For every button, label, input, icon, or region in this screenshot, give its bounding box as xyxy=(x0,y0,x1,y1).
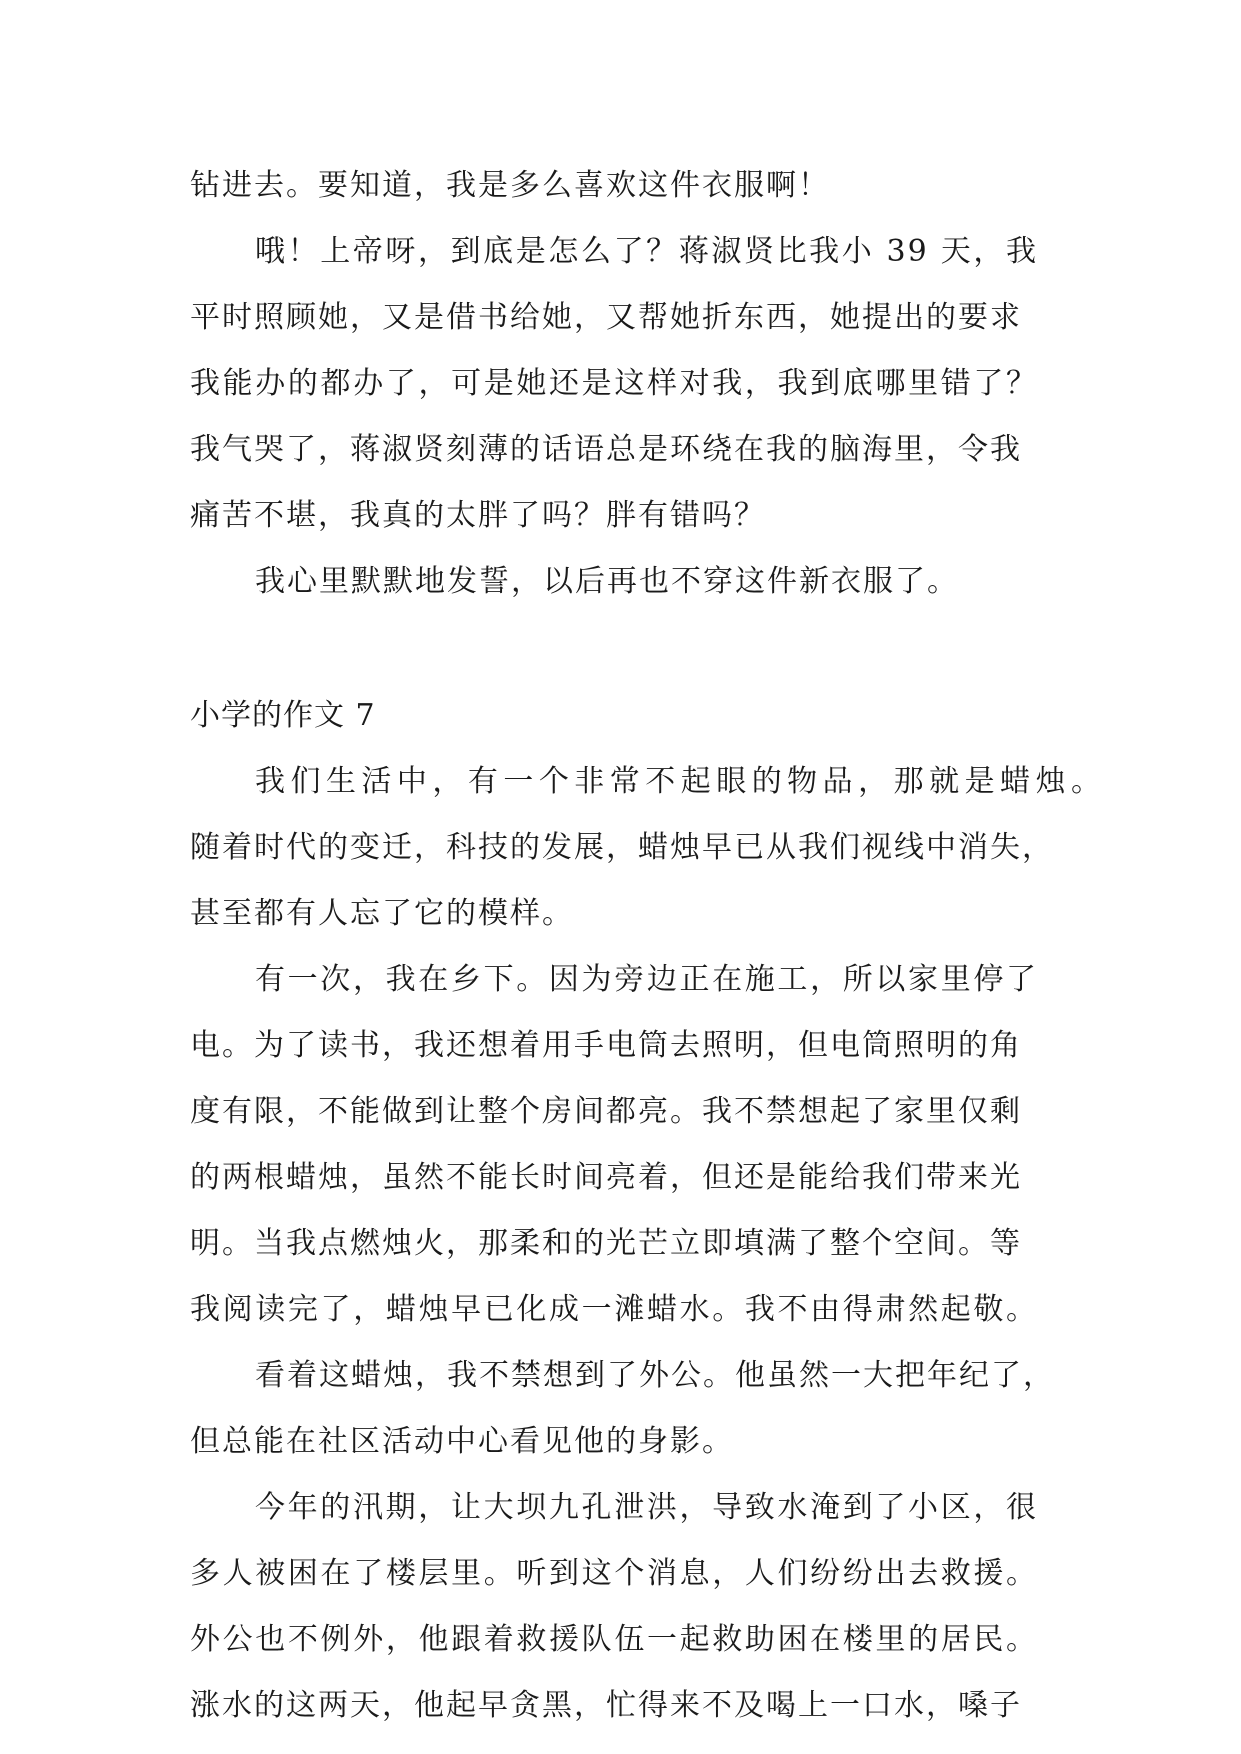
paragraph-line: 我能办的都办了，可是她还是这样对我，我到底哪里错了？ xyxy=(190,366,1038,401)
paragraph-line: 的两根蜡烛，虽然不能长时间亮着，但还是能给我们带来光 xyxy=(190,1160,1022,1195)
paragraph-line: 但总能在社区活动中心看见他的身影。 xyxy=(190,1424,734,1459)
paragraph-line: 多人被困在了楼层里。听到这个消息，人们纷纷出去救援。 xyxy=(190,1556,1038,1591)
paragraph-line: 看着这蜡烛，我不禁想到了外公。他虽然一大把年纪了， xyxy=(255,1358,1055,1393)
paragraph-line: 今年的汛期，让大坝九孔泄洪，导致水淹到了小区，很 xyxy=(255,1490,1038,1525)
paragraph-line: 涨水的这两天，他起早贪黑，忙得来不及喝上一口水，嗓子 xyxy=(190,1688,1022,1723)
paragraph-line: 甚至都有人忘了它的模样。 xyxy=(190,896,574,931)
paragraph-line: 我们生活中，有一个非常不起眼的物品，那就是蜡烛。 xyxy=(255,764,1103,799)
paragraph-line: 平时照顾她，又是借书给她，又帮她折东西，她提出的要求 xyxy=(190,300,1022,335)
paragraph-line: 随着时代的变迁，科技的发展，蜡烛早已从我们视线中消失， xyxy=(190,830,1054,865)
paragraph-line: 痛苦不堪，我真的太胖了吗？胖有错吗？ xyxy=(190,498,766,533)
paragraph-line: 我心里默默地发誓，以后再也不穿这件新衣服了。 xyxy=(255,564,959,599)
paragraph-line: 有一次，我在乡下。因为旁边正在施工，所以家里停了 xyxy=(255,962,1038,997)
paragraph-line: 明。当我点燃烛火，那柔和的光芒立即填满了整个空间。等 xyxy=(190,1226,1022,1261)
paragraph-line: 我阅读完了，蜡烛早已化成一滩蜡水。我不由得肃然起敬。 xyxy=(190,1292,1038,1327)
essay-heading: 小学的作文 7 xyxy=(190,698,376,733)
paragraph-line: 外公也不例外，他跟着救援队伍一起救助困在楼里的居民。 xyxy=(190,1622,1038,1657)
paragraph-line: 钻进去。要知道，我是多么喜欢这件衣服啊！ xyxy=(190,168,830,203)
paragraph-line: 哦！上帝呀，到底是怎么了？蒋淑贤比我小 39 天，我 xyxy=(255,234,1038,269)
paragraph-line: 电。为了读书，我还想着用手电筒去照明，但电筒照明的角 xyxy=(190,1028,1022,1063)
paragraph-line: 我气哭了，蒋淑贤刻薄的话语总是环绕在我的脑海里，令我 xyxy=(190,432,1022,467)
paragraph-line: 度有限，不能做到让整个房间都亮。我不禁想起了家里仅剩 xyxy=(190,1094,1022,1129)
